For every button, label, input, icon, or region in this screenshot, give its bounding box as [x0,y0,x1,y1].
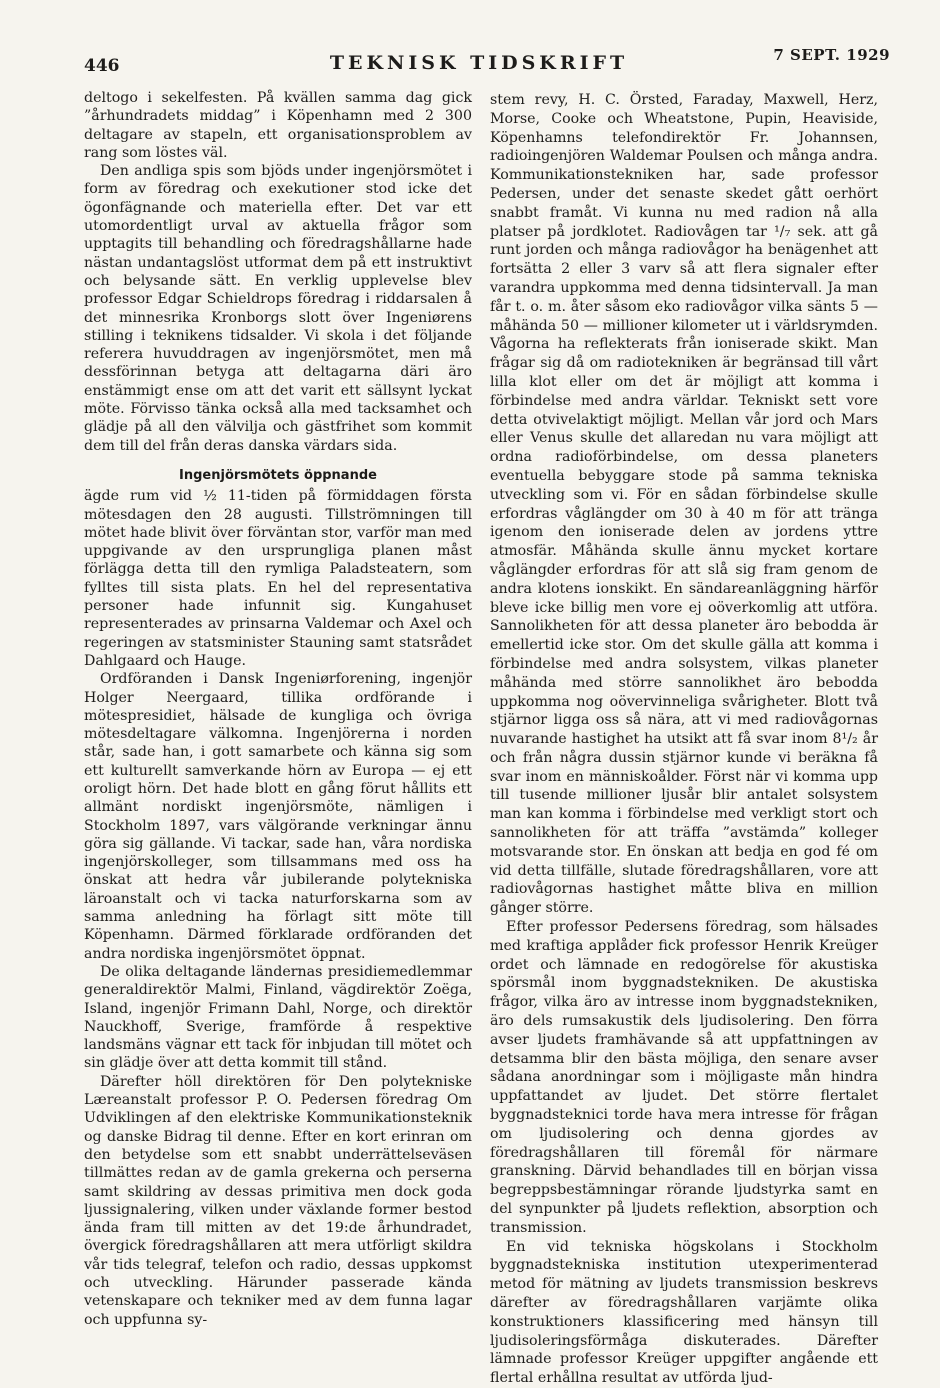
page-number: 446 [84,56,120,76]
paragraph: En vid tekniska högskolans i Stockholm byggnadstekniska institution utexperimenterad metod för mätning av ljudets transmission beskrevs därefter av föredragshållaren varjämte olika konstruktioners klassificering med hänsyn till ljudisoleringsförmåga diskuterades. Därefter lämnade professor Kreüger uppgifter angående ett flertal erhållna resultat av utförda ljud- [490,1238,878,1387]
paragraph: Efter professor Pedersens föredrag, som hälsades med kraftiga applåder fick professor Henrik Kreüger ordet och lämnade en redogörelse för akustiska spörsmål inom byggnadstekniken. De akustiska frågor, vilka äro av intresse inom byggnadstekniken, äro dels rumsakustik dels ljudisolering. Den förra avser ljudets framhävande så att uppfattningen av detsamma blir den bästa möjliga, den senare avser sådana anordningar som i möjligaste mån hindra uppfattandet av ljudet. Det större flertalet byggnadsteknici torde hava mera intresse för frågan om ljudisolering och denna gjordes av föredragshållaren till föremål för närmare granskning. Därvid behandlades till en början vissa begreppsbestämningar rörande ljudstyrka samt en del synpunkter på ljudets reflektion, absorption och transmission. [490,919,878,1236]
section-heading: Ingenjörsmötets öppnande [179,467,377,483]
paragraph: ägde rum vid ½ 11-tiden på förmiddagen första mötesdagen den 28 augusti. Tillströmningen till mötet hade blivit över förväntan stor, varför man med uppgivande av den ursprungliga planen måst förlägga detta till den rymliga Paladsteatern, som fylltes till sista plats. En hel del representativa personer hade infunnit sig. Kungahuset representerades av prinsarna Valdemar och Axel och regeringen av statsminister Stauning samt statsrådet Dahlgaard och Hauge. [84,488,472,669]
left-column [84,89,472,1329]
right-column [490,91,878,1388]
paragraph: deltogo i sekelfesten. På kvällen samma dag gick ”århundradets middag” i Köpenhamn med 2 300 deltagare av stapeln, ett organisationsproblem av rang som löstes väl. [84,90,472,161]
journal-title: TEKNISK TIDSKRIFT [329,52,629,74]
page-header [84,44,890,76]
paragraph: De olika deltagande ländernas presidiemedlemmar generaldirektör Malmi, Finland, vägdirektör Zoëga, Island, ingenjör Frimann Dahl, Norge, och direktör Nauckhoff, Sverige, framförde å respektive landsmäns vägnar ett tack för inbjudan till mötet och sin glädje över att detta kommit till stånd. [84,963,472,1072]
paragraph: stem revy, H. C. Örsted, Faraday, Maxwell, Herz, Morse, Cooke och Wheatstone, Pupin, Heaviside, Köpenhamns telefondirektör Fr. Johannsen, radioingenjören Waldemar Poulsen och många andra. Kommunikationstekniken har, sade professor Pedersen, under det senaste skedet gått oerhört snabbt framåt. Vi kunna nu med radion nå alla platser på jordklotet. Radiovågen tar ¹/₇ sek. att gå runt jorden och många radiovågor ha benägenhet att fortsätta 2 eller 3 varv så att flera signaler efter varandra uppkomma med denna tidsintervall. Ja man får t. o. m. åter såsom eko radiovågor vilka sänts 5 — måhända 50 — millioner kilometer ut i världsrymden. Vågorna ha reflekterats från ioniserade skikt. Man frågar sig då om radiotekniken är begränsad till vårt lilla klot eller om det är möjligt att komma i förbindelse med andra världar. Tekniskt sett vore detta otvivelaktigt möjligt. Mellan vår jord och Mars eller Venus skulle det allaredan nu vara möjligt att ordna radioförbindelse, om dessa planeters eventuella bebyggare stode på samma tekniska utveckling som vi. För en sådan förbindelse skulle erfordras våglängder om 30 à 40 m för att tränga igenom den ioniserade delen av jordens yttre atmosfär. Måhända skulle ännu mycket kortare våglängder erfordras för att slå sig fram genom de andra klotens ionskikt. En sändareanläggning härför bleve icke billig men vore ej oöverkomlig att utföra. Sannolikheten för att dessa planeter äro bebodda är emellertid icke stor. Om det skulle gälla att komma i förbindelse med andra solsystem, vilkas planeter måhända med större sannolikhet äro bebodda uppkomma nog oövervinneliga svårigheter. Blott två stjärnor ligga oss så nära, att vi med radiovågornas nuvarande hastighet ha utsikt att få svar inom 8¹/₂ år och från några dussin stjärnor kunde vi beräkna få svar inom en människoålder. Först när vi komma upp till tusende millioner ljusår blir antalet solsystem man kan komma i förbindelse med verkligt stort och sannolikheten för att träffa ”avstämda” kolleger motsvarande stor. En önskan att bedja en god fé om vid detta tillfälle, slutade föredragshållaren, vore att radiovågornas hastighet måtte bliva en million gånger större. [490,92,878,917]
paragraph: Därefter höll direktören för Den polytekniske Læreanstalt professor P. O. Pedersen föredrag Om Udviklingen af den elektriske Kommunikationsteknik og danske Bidrag til denne. Efter en kort erinran om den betydelse som ett snabbt underrättelseväsen tillmättes redan av de gamla grekerna och perserna samt skildring av dessas primitiva men dock goda ljussignalering, vilken under växlande former bestod ända fram till mitten av det 19:de århundradet, övergick föredragshållaren att mera utförligt skildra vår tids telegraf, telefon och radio, dessas uppkomst och utveckling. Härunder passerade kända vetenskapare och tekniker med av dem funna lagar och uppfunna sy- [84,1073,472,1328]
issue-date: 7 SEPT. 1929 [773,46,890,64]
paragraph: Ordföranden i Dansk Ingeniørforening, ingenjör Holger Neergaard, tillika ordförande i mötespresidiet, hälsade de kungliga och övriga mötesdeltagare välkomna. Ingenjörerna i norden står, sade han, i gott samarbete och känna sig som ett kulturellt samverkande hörn av Europa — ej ett oroligt hörn. Det hade blott en gång förut hållits ett allmänt nordiskt ingenjörsmöte, nämligen i Stockholm 1897, vars välgörande verkningar ännu göra sig gällande. Vi tackar, sade han, våra nordiska ingenjörskolleger, som tillsammans med oss ha önskat att hedra vår jubilerande polytekniska läroanstalt och vi tacka naturforskarna som av samma anledning ha förlagt sitt möte till Köpenhamn. Därmed förklarade ordföranden det andra nordiska ingenjörsmötet öppnat. [84,671,472,962]
paragraph: Den andliga spis som bjöds under ingenjörsmötet i form av föredrag och exekutioner stod icke det ögonfägnande och materiella efter. Det var ett utomordentligt urval av aktuella frågor som upptagits till behandling och föredragshållarne hade nästan undantagslöst utformat dem på ett instruktivt och belysande sätt. En verklig upplevelse blev professor Edgar Schieldrops föredrag i riddarsalen å det minnesrika Kronborgs slott över Ingeniørens stilling i teknikens tidsalder. Vi skola i det följande referera huvuddragen av ingenjörsmötet, men må dessförinnan betyga att deltagarna däri äro enstämmigt ense om att det varit ett sällsynt lyckat möte. Förvisso tänka också alla med tacksamhet och glädje på all den välvilja och gästfrihet som kommit dem till del från deras danska värdars sida. [84,163,472,454]
